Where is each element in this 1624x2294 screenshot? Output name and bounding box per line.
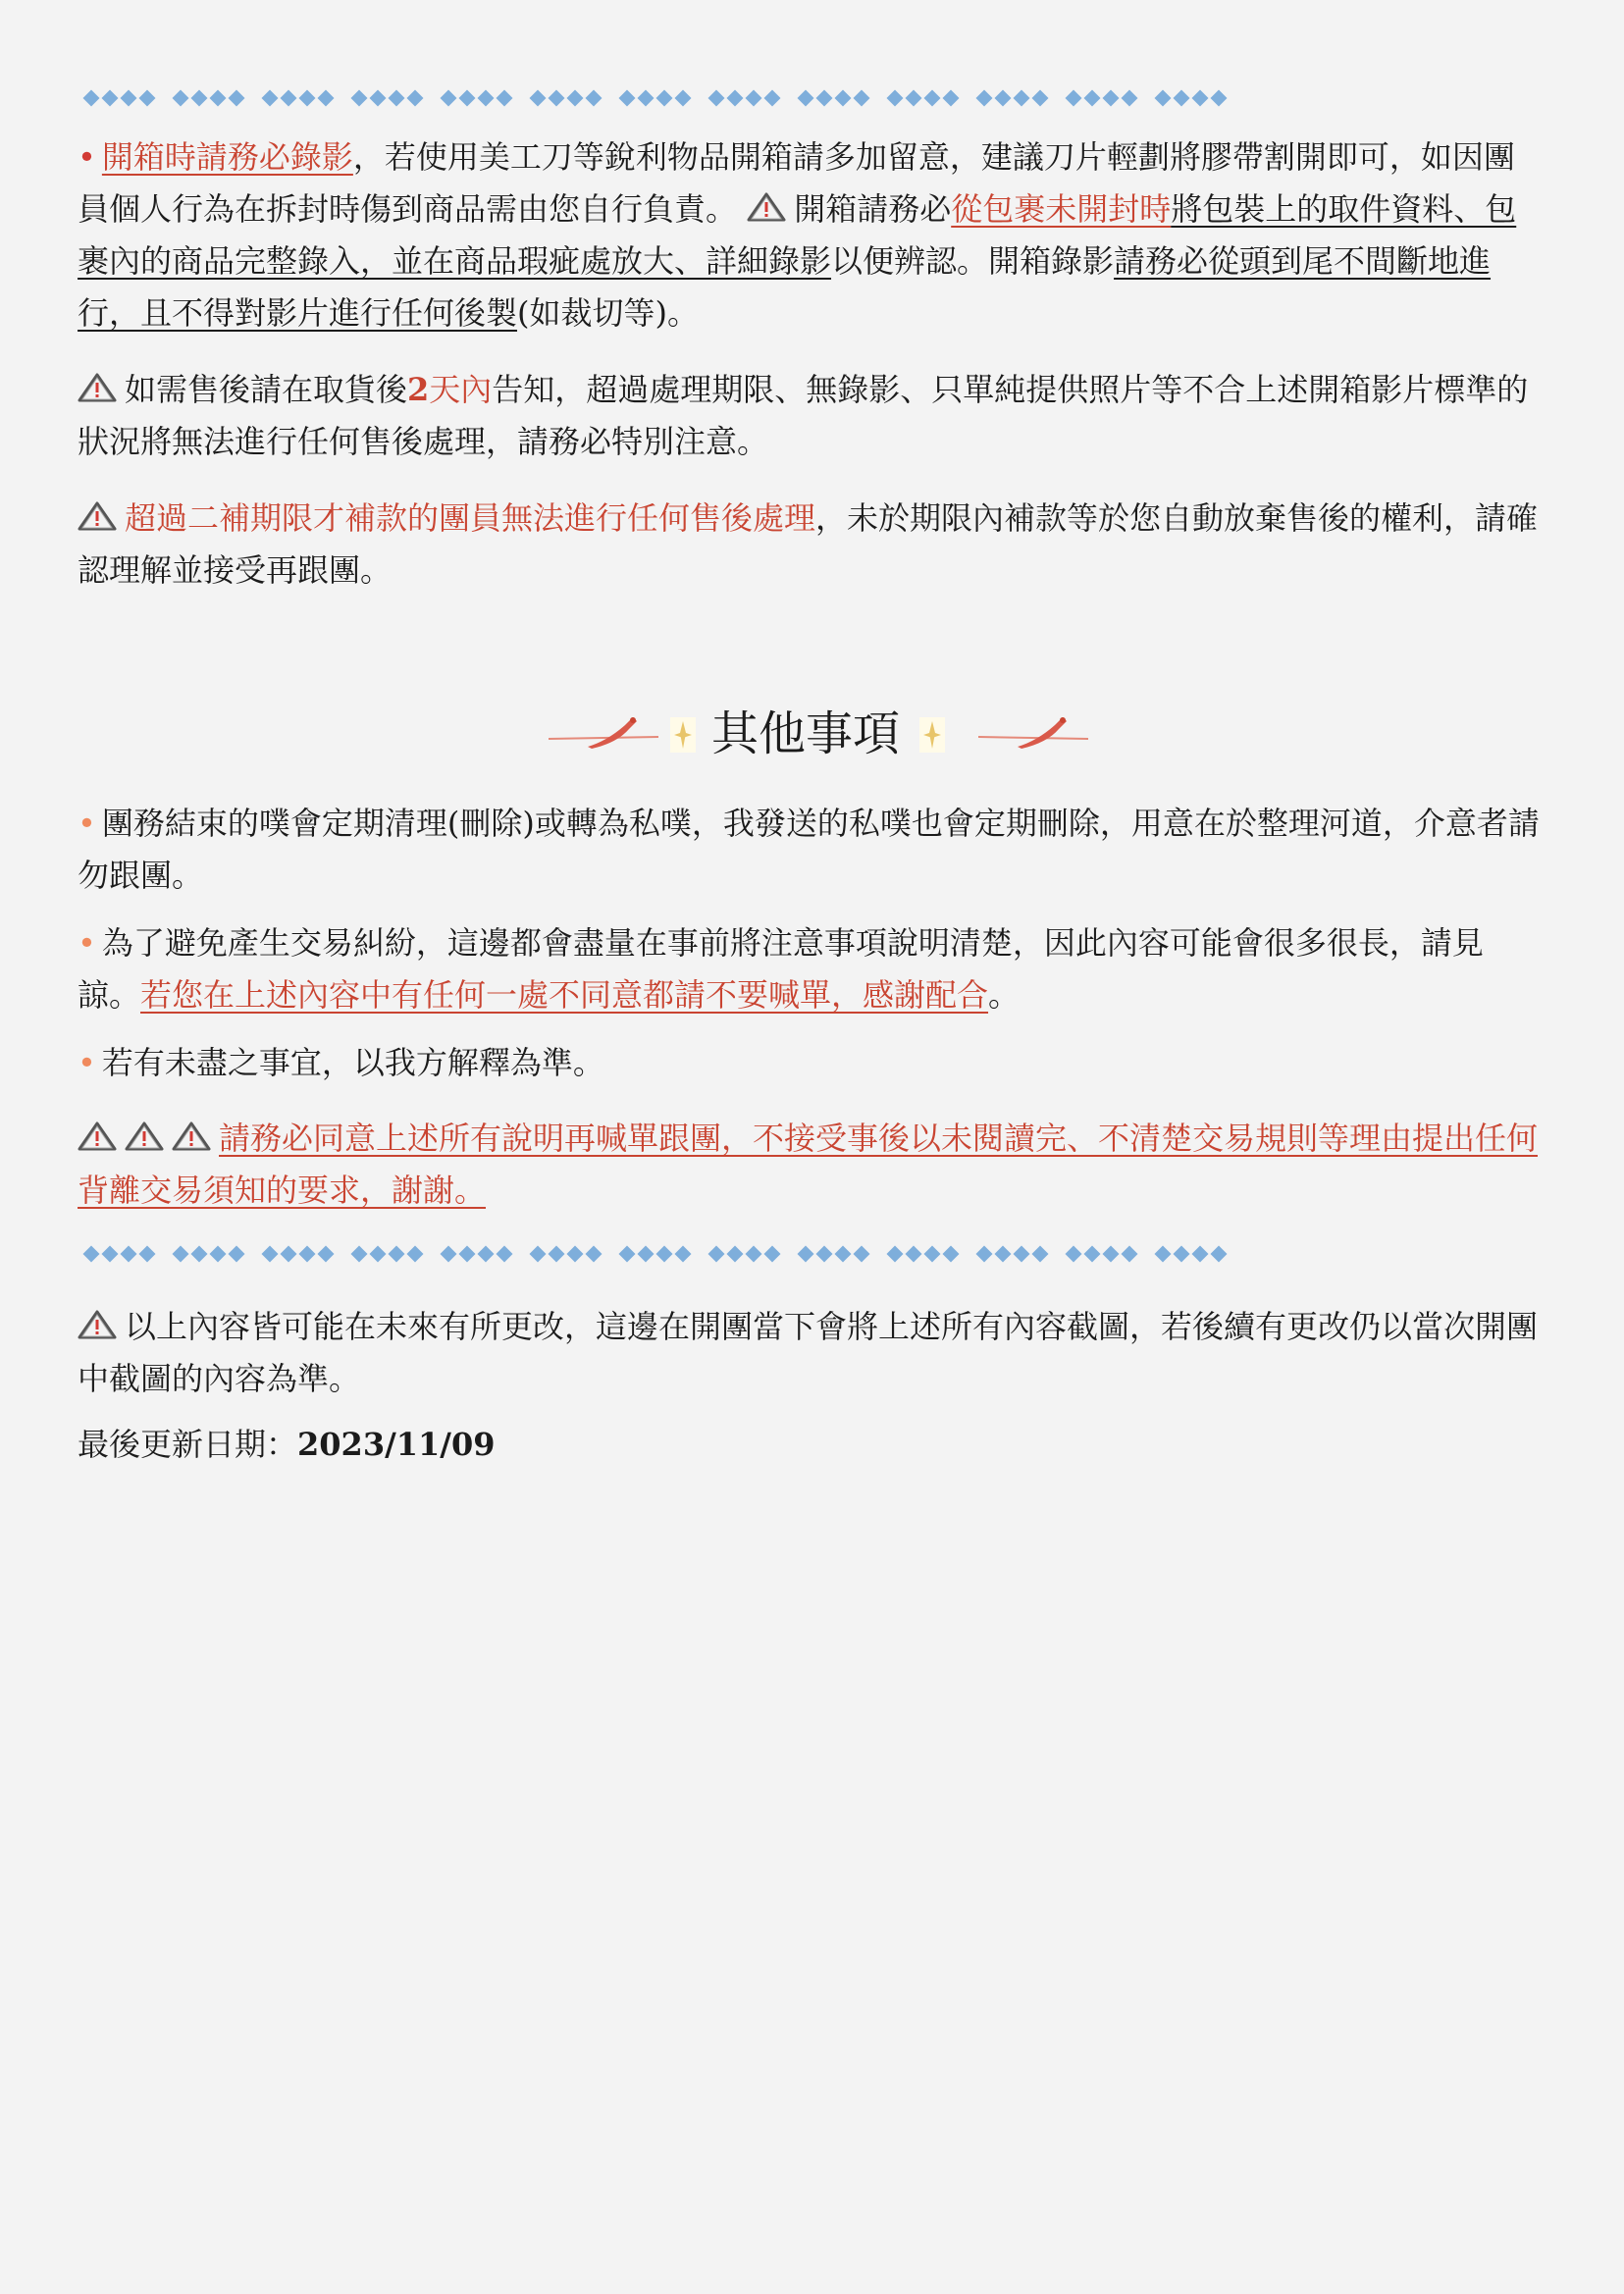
diamond-icon <box>854 90 870 107</box>
other-item-cleanup <box>78 798 1540 902</box>
diamond-icon <box>906 90 922 107</box>
section-title: 其他事項 <box>711 706 901 761</box>
diamond-icon <box>139 1246 156 1263</box>
diamond-icon <box>1103 90 1120 107</box>
diamond-icon <box>173 1246 189 1263</box>
bullet-dot: • <box>78 924 96 962</box>
diamond-icon <box>530 1246 547 1263</box>
diamond-icon <box>262 90 279 107</box>
diamond-group <box>887 1248 959 1260</box>
diamond-icon <box>727 90 744 107</box>
aftersales-days-number: 2 <box>407 371 430 408</box>
diamond-icon <box>798 1246 814 1263</box>
diamond-icon <box>816 1246 833 1263</box>
section-header-other <box>78 690 1540 778</box>
unboxing-text-6: 請務必從頭到尾不間斷地進行，且不得對影片進行任何後製 <box>78 242 1492 332</box>
warning-triangle-icon <box>125 1121 164 1151</box>
diamond-group <box>1155 1248 1227 1260</box>
diamond-icon <box>121 1246 137 1263</box>
diamond-icon <box>835 1246 852 1263</box>
diamond-icon <box>976 90 993 107</box>
diamond-icon <box>299 1246 316 1263</box>
diamond-icon <box>441 90 457 107</box>
diamond-group <box>262 1248 334 1260</box>
diamond-icon <box>1192 90 1209 107</box>
unboxing-text-7: (如裁切等)。 <box>517 294 699 332</box>
diamond-icon <box>441 1246 457 1263</box>
diamond-icon <box>407 90 424 107</box>
diamond-icon <box>675 1246 692 1263</box>
diamond-icon <box>887 1246 904 1263</box>
diamond-icon <box>1192 1246 1209 1263</box>
sparkle-icon <box>670 717 696 753</box>
diamond-icon <box>191 1246 208 1263</box>
diamond-group <box>1066 1248 1137 1260</box>
diamond-icon <box>1174 90 1190 107</box>
diamond-icon <box>549 90 565 107</box>
diamond-group <box>798 1248 869 1260</box>
diamond-group <box>173 1248 244 1260</box>
diamond-icon <box>798 90 814 107</box>
diamond-icon <box>83 90 100 107</box>
diamond-icon <box>1084 1246 1101 1263</box>
last-updated-date: 2023/11/09 <box>297 1426 496 1463</box>
bird-on-branch-icon <box>549 711 658 756</box>
diamond-icon <box>708 90 725 107</box>
diamond-icon <box>210 90 227 107</box>
diamond-icon <box>389 1246 405 1263</box>
diamond-icon <box>1014 90 1030 107</box>
diamond-icon <box>229 1246 245 1263</box>
bird-on-branch-icon <box>978 711 1088 756</box>
diamond-icon <box>656 1246 673 1263</box>
diamond-group <box>441 92 512 104</box>
diamond-group <box>351 92 423 104</box>
cleanup-text: 團務結束的噗會定期清理(刪除)或轉為私噗，我發送的私噗也會定期刪除，用意在於整理河道，介意者請勿跟團。 <box>78 805 1540 894</box>
diamond-icon <box>586 90 602 107</box>
warning-triangle-icon <box>78 1121 117 1151</box>
diamond-icon <box>351 1246 368 1263</box>
interpretation-text: 若有未盡之事宜，以我方解釋為準。 <box>101 1044 604 1081</box>
diamond-group <box>530 92 602 104</box>
diamond-icon <box>675 90 692 107</box>
diamond-icon <box>943 90 960 107</box>
unboxing-lead: 開箱時請務必錄影 <box>101 138 353 176</box>
diamond-icon <box>656 90 673 107</box>
diamond-group <box>976 1248 1048 1260</box>
diamond-group <box>976 92 1048 104</box>
diamond-icon <box>1122 90 1138 107</box>
diamond-icon <box>976 1246 993 1263</box>
diamond-icon <box>1066 1246 1082 1263</box>
unboxing-text-4: 將包裝上的取件資料、包裹內的商品完整錄入，並在商品瑕疵處放大、詳細錄影 <box>78 190 1517 280</box>
diamond-icon <box>478 90 495 107</box>
diamond-group <box>530 1248 602 1260</box>
aftersales-text-4: 告知，超過處理期限、無錄影、只單純提供照片等不合上述開箱影片標準的狀況將無法進行任何售後處理，請務必特別注意。 <box>78 371 1529 460</box>
warning-triangle-icon <box>172 1121 211 1151</box>
diamond-icon <box>191 90 208 107</box>
disputes-text-1: 為了避免產生交易糾紛，這邊都會盡量在事前將注意事項說明清楚，因此內容可能會很多很長，請見諒。 <box>78 924 1484 1014</box>
disputes-text-3: 。 <box>988 976 1021 1014</box>
diamond-icon <box>370 1246 387 1263</box>
bullet-dot: • <box>78 138 96 176</box>
diamond-icon <box>1211 1246 1228 1263</box>
diamond-icon <box>102 90 119 107</box>
diamond-icon <box>1211 90 1228 107</box>
disputes-text-2: 若您在上述內容中有任何一處不同意都請不要喊單，感謝配合 <box>140 976 989 1014</box>
diamond-icon <box>887 90 904 107</box>
diamond-icon <box>1032 1246 1049 1263</box>
diamond-icon <box>407 1246 424 1263</box>
other-item-interpretation <box>78 1037 1540 1089</box>
diamond-icon <box>764 1246 781 1263</box>
footer-change-note <box>78 1301 1540 1405</box>
bullet-dot: • <box>78 1044 96 1081</box>
payment-deadline-warning: 超過二補期限才補款的團員無法進行任何售後處理 <box>125 499 816 537</box>
diamond-icon <box>351 90 368 107</box>
bullet-dot: • <box>78 805 96 842</box>
diamond-icon <box>370 90 387 107</box>
unboxing-text-3: 從包裹未開封時 <box>951 190 1172 228</box>
paragraph-aftersales <box>78 364 1540 468</box>
unboxing-text-5: 以便辨認。開箱錄影 <box>831 242 1115 280</box>
diamond-icon <box>995 90 1012 107</box>
diamond-group <box>887 92 959 104</box>
aftersales-text-1: 如需售後請在取貨後 <box>125 371 408 408</box>
diamond-icon <box>906 1246 922 1263</box>
diamond-group <box>441 1248 512 1260</box>
diamond-icon <box>1103 1246 1120 1263</box>
diamond-icon <box>139 90 156 107</box>
sparkle-icon <box>919 717 945 753</box>
warning-triangle-icon <box>747 192 786 222</box>
diamond-divider-bottom <box>83 1234 1540 1274</box>
diamond-icon <box>727 1246 744 1263</box>
diamond-group <box>708 1248 780 1260</box>
last-updated <box>78 1419 1540 1471</box>
diamond-icon <box>262 1246 279 1263</box>
aftersales-days-unit: 天內 <box>429 371 493 408</box>
diamond-icon <box>102 1246 119 1263</box>
diamond-group <box>1066 92 1137 104</box>
last-updated-label: 最後更新日期： <box>78 1426 298 1463</box>
diamond-icon <box>83 1246 100 1263</box>
diamond-icon <box>1066 90 1082 107</box>
diamond-icon <box>210 1246 227 1263</box>
agreement-text: 請務必同意上述所有說明再喊單跟團，不接受事後以未閱讀完、不清楚交易規則等理由提出任何背離交易須知的要求，謝謝。 <box>78 1120 1539 1209</box>
unboxing-text-2: 開箱請務必 <box>794 190 952 228</box>
diamond-icon <box>746 1246 762 1263</box>
diamond-icon <box>229 90 245 107</box>
diamond-group <box>83 92 155 104</box>
diamond-group <box>619 92 691 104</box>
diamond-icon <box>497 90 513 107</box>
other-item-agreement <box>78 1113 1540 1217</box>
diamond-icon <box>478 1246 495 1263</box>
diamond-icon <box>1032 90 1049 107</box>
diamond-icon <box>173 90 189 107</box>
diamond-icon <box>281 90 297 107</box>
diamond-icon <box>549 1246 565 1263</box>
diamond-icon <box>1155 90 1172 107</box>
diamond-group <box>798 92 869 104</box>
diamond-group <box>173 92 244 104</box>
diamond-icon <box>835 90 852 107</box>
diamond-icon <box>638 1246 655 1263</box>
diamond-icon <box>459 1246 476 1263</box>
diamond-icon <box>530 90 547 107</box>
diamond-icon <box>459 90 476 107</box>
diamond-icon <box>995 1246 1012 1263</box>
diamond-icon <box>924 90 941 107</box>
warning-triangle-icon <box>78 501 117 531</box>
diamond-icon <box>1122 1246 1138 1263</box>
diamond-icon <box>854 1246 870 1263</box>
diamond-icon <box>943 1246 960 1263</box>
diamond-icon <box>586 1246 602 1263</box>
diamond-icon <box>318 90 335 107</box>
diamond-group <box>708 92 780 104</box>
warning-triangle-icon <box>78 373 117 402</box>
diamond-icon <box>1155 1246 1172 1263</box>
paragraph-unboxing <box>78 131 1540 339</box>
diamond-icon <box>121 90 137 107</box>
diamond-divider-top <box>83 78 1540 118</box>
diamond-icon <box>1084 90 1101 107</box>
diamond-icon <box>567 1246 584 1263</box>
diamond-icon <box>708 1246 725 1263</box>
diamond-icon <box>746 90 762 107</box>
paragraph-payment-deadline <box>78 493 1540 597</box>
change-note-text: 以上內容皆可能在未來有所更改，這邊在開團當下會將上述所有內容截圖，若後續有更改仍以當次開團中截圖的內容為準。 <box>78 1308 1539 1397</box>
payment-deadline-text: ，未於期限內補款等於您自動放棄售後的權利，請確認理解並接受再跟團。 <box>78 499 1539 589</box>
other-item-disputes <box>78 917 1540 1021</box>
unboxing-text-1: ，若使用美工刀等銳利物品開箱請多加留意，建議刀片輕劃將膠帶割開即可，如因團員個人行為在拆封時傷到商品需由您自行負責。 <box>78 138 1515 228</box>
diamond-group <box>1155 92 1227 104</box>
diamond-icon <box>389 90 405 107</box>
diamond-group <box>83 1248 155 1260</box>
diamond-group <box>351 1248 423 1260</box>
diamond-icon <box>567 90 584 107</box>
diamond-icon <box>318 1246 335 1263</box>
diamond-icon <box>299 90 316 107</box>
diamond-icon <box>1014 1246 1030 1263</box>
diamond-group <box>262 92 334 104</box>
diamond-icon <box>619 1246 636 1263</box>
diamond-icon <box>281 1246 297 1263</box>
diamond-icon <box>497 1246 513 1263</box>
document-page <box>78 78 1540 1471</box>
diamond-icon <box>764 90 781 107</box>
diamond-icon <box>924 1246 941 1263</box>
diamond-icon <box>619 90 636 107</box>
diamond-icon <box>638 90 655 107</box>
diamond-group <box>619 1248 691 1260</box>
diamond-icon <box>1174 1246 1190 1263</box>
warning-triangle-icon <box>78 1310 117 1339</box>
diamond-icon <box>816 90 833 107</box>
